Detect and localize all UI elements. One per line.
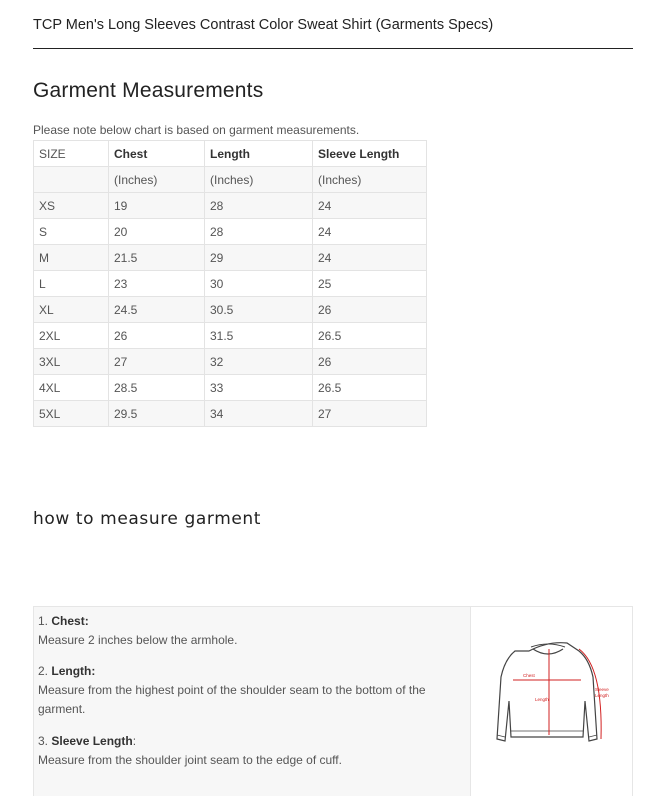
step-colon: : (84, 614, 89, 628)
table-cell: S (34, 219, 109, 245)
table-cell: 27 (313, 401, 427, 427)
table-cell: SIZE (34, 141, 109, 167)
table-row (34, 375, 427, 401)
table-header-row (34, 141, 427, 167)
measure-instructions (33, 606, 633, 796)
table-cell: 23 (109, 271, 205, 297)
table-cell (34, 167, 109, 193)
chart-note: Please note below chart is based on garment measurements. (33, 123, 360, 137)
chest-diagram-label: Chest (523, 673, 535, 678)
section-heading: Garment Measurements (33, 79, 264, 102)
table-cell: 3XL (34, 349, 109, 375)
table-cell: 4XL (34, 375, 109, 401)
table-row (34, 193, 427, 219)
table-cell: 33 (205, 375, 313, 401)
length-diagram-label: Length (535, 697, 549, 702)
step-length-desc: Measure from the highest point of the shoulder seam to the bottom of the garment. (38, 683, 426, 716)
table-cell: 30.5 (205, 297, 313, 323)
table-row (34, 349, 427, 375)
step-chest (38, 612, 89, 631)
table-cell: Length (205, 141, 313, 167)
table-cell: 21.5 (109, 245, 205, 271)
table-cell: 34 (205, 401, 313, 427)
step-number: 1. (38, 614, 49, 628)
table-cell: 28.5 (109, 375, 205, 401)
table-row (34, 271, 427, 297)
sweatshirt-icon (471, 607, 632, 796)
step-sleeve (38, 732, 136, 751)
table-cell: 29 (205, 245, 313, 271)
table-cell: 32 (205, 349, 313, 375)
step-label: Chest (51, 614, 85, 628)
table-cell: 26.5 (313, 375, 427, 401)
step-number: 2. (38, 664, 49, 678)
table-cell: XS (34, 193, 109, 219)
step-colon: : (91, 664, 96, 678)
table-row (34, 401, 427, 427)
step-sleeve-desc: Measure from the shoulder joint seam to the edge of cuff. (38, 753, 342, 767)
table-cell: 27 (109, 349, 205, 375)
table-cell: 28 (205, 193, 313, 219)
sleeve-diagram-label-1: Sleeve (595, 687, 609, 692)
table-cell: 5XL (34, 401, 109, 427)
table-cell: Sleeve Length (313, 141, 427, 167)
table-cell: 24.5 (109, 297, 205, 323)
table-cell: 26 (109, 323, 205, 349)
table-cell: 24 (313, 219, 427, 245)
table-cell: (Inches) (313, 167, 427, 193)
table-cell: 19 (109, 193, 205, 219)
sweatshirt-outline (497, 643, 597, 741)
table-cell: 30 (205, 271, 313, 297)
table-cell: 26 (313, 349, 427, 375)
product-title: TCP Men's Long Sleeves Contrast Color Sweat Shirt (Garments Specs) (33, 17, 494, 33)
table-cell: 26 (313, 297, 427, 323)
sleeve-diagram-label-2: Length (595, 693, 609, 698)
table-cell: (Inches) (109, 167, 205, 193)
step-number: 3. (38, 734, 49, 748)
measure-heading: how to measure garment (33, 509, 262, 529)
table-row (34, 219, 427, 245)
table-cell: 24 (313, 193, 427, 219)
step-label: Sleeve Length (51, 734, 133, 748)
table-cell: 29.5 (109, 401, 205, 427)
sweatshirt-diagram (471, 607, 632, 796)
table-row (34, 297, 427, 323)
step-length (38, 662, 95, 681)
table-cell: M (34, 245, 109, 271)
table-cell: L (34, 271, 109, 297)
step-label: Length (51, 664, 92, 678)
table-cell: 26.5 (313, 323, 427, 349)
table-cell: 2XL (34, 323, 109, 349)
table-units-row (34, 167, 427, 193)
measure-text-panel (34, 607, 471, 796)
table-cell: 24 (313, 245, 427, 271)
table-cell: 20 (109, 219, 205, 245)
table-cell: XL (34, 297, 109, 323)
table-cell: (Inches) (205, 167, 313, 193)
table-row (34, 323, 427, 349)
table-cell: Chest (109, 141, 205, 167)
table-cell: 31.5 (205, 323, 313, 349)
table-row (34, 245, 427, 271)
title-divider (33, 48, 633, 49)
table-cell: 25 (313, 271, 427, 297)
step-colon: : (132, 734, 137, 748)
step-chest-desc: Measure 2 inches below the armhole. (38, 633, 238, 647)
table-cell: 28 (205, 219, 313, 245)
size-chart-table (33, 140, 427, 427)
